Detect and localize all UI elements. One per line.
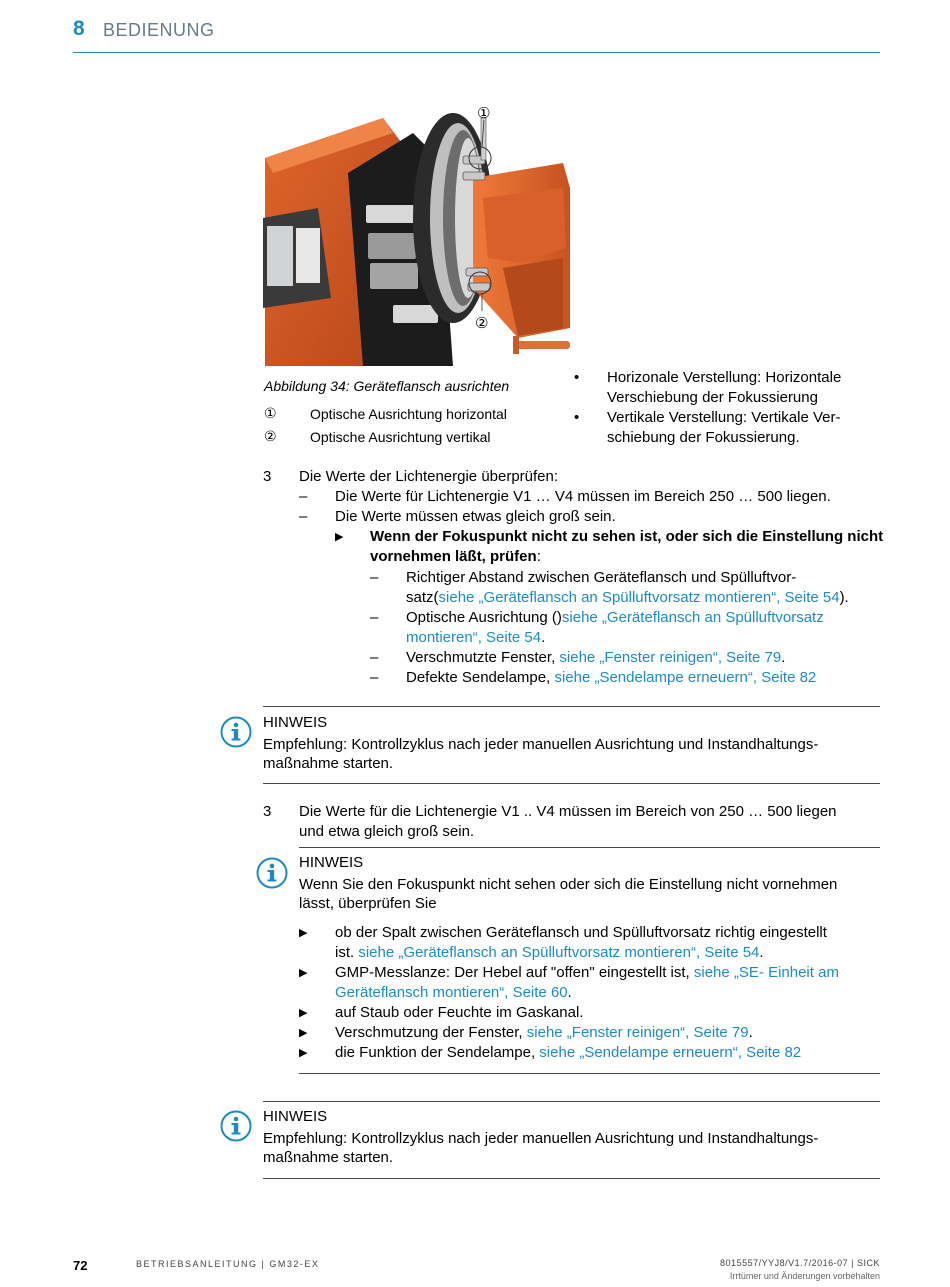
note2-b3: auf Staub oder Feuchte im Gaskanal. <box>335 1004 584 1021</box>
sub4-line <box>406 668 816 688</box>
note3-title: HINWEIS <box>263 1108 328 1125</box>
sub2-link-line1[interactable]: siehe „Geräteflansch an Spülluftvorsatz <box>561 609 824 626</box>
note2-b4-link[interactable]: siehe „Fenster reinigen“, Seite 79 <box>526 1024 749 1041</box>
doc-title: BETRIEBSANLEITUNG | GM32-EX <box>136 1259 320 1269</box>
side-bullet-text-2: Vertikale Verstellung: Vertikale Ver-schiebung der Fokussierung. <box>607 409 841 446</box>
note2-b2-suffix: . <box>567 984 572 1001</box>
chapter-title: BEDIENUNG <box>103 20 215 40</box>
note3-bottom-rule <box>263 1178 880 1179</box>
side-bullet-dot-2: • <box>574 409 580 426</box>
note2-triangle-4: ▶ <box>299 1026 308 1039</box>
sub3-prefix: Verschmutzte Fenster, <box>406 649 560 666</box>
sub3-line <box>406 648 785 668</box>
step1-dash-2: – <box>299 508 308 525</box>
legend-text-2: Optische Ausrichtung vertikal <box>310 429 491 445</box>
side-bullet-text-1: Horizonale Verstellung: Horizontale Verschiebung der Fokussierung <box>607 369 842 406</box>
sub1-line2 <box>406 588 849 608</box>
sub-dash-4: – <box>370 669 379 686</box>
legend-marker-1: ① <box>264 406 277 422</box>
sub-dash-3: – <box>370 649 379 666</box>
note2-b1-link[interactable]: siehe „Geräteflansch an Spülluftvorsatz montieren“, Seite 54 <box>358 944 760 961</box>
step1-intro: Die Werte der Lichtenergie überprüfen: <box>299 468 559 485</box>
note2-b2-link-line2[interactable]: Geräteflansch montieren“, Seite 60 <box>335 984 568 1001</box>
sub1-prefix: satz( <box>406 589 439 606</box>
note2-b4-suffix: . <box>748 1024 753 1041</box>
note2-triangle-3: ▶ <box>299 1006 308 1019</box>
note1-title: HINWEIS <box>263 714 328 731</box>
note1-bottom-rule <box>263 783 880 784</box>
note2-b1-prefix: ist. <box>335 944 359 961</box>
doc-id: 8015557/YYJ8/V1.7/2016-07 | SICK <box>720 1258 880 1268</box>
device-illustration <box>263 98 573 368</box>
figure-caption: Abbildung 34: Geräteflansch ausrichten <box>264 378 510 394</box>
legend-text-1: Optische Ausrichtung horizontal <box>310 406 507 422</box>
sub3-link[interactable]: siehe „Fenster reinigen“, Seite 79 <box>559 649 782 666</box>
step1-dash-text-2: Die Werte müssen etwas gleich groß sein. <box>335 508 616 525</box>
note1-line2: maßnahme starten. <box>263 755 394 772</box>
sub2-line1 <box>406 608 824 628</box>
step2-line1: Die Werte für die Lichtenergie V1 .. V4 müssen im Bereich von 250 … 500 liegen <box>299 803 837 820</box>
info-icon <box>256 857 288 889</box>
callout-2: ② <box>475 314 489 332</box>
note2-bottom-rule <box>299 1073 880 1074</box>
note2-b2-link-line1[interactable]: siehe „SE- Einheit am <box>693 964 839 981</box>
sub2-suffix: . <box>541 629 546 646</box>
info-icon <box>220 1110 252 1142</box>
sub3-suffix: . <box>781 649 786 666</box>
sub1-suffix: ). <box>839 589 849 606</box>
note2-b5-prefix: die Funktion der Sendelampe, <box>335 1044 540 1061</box>
note2-b5-link[interactable]: siehe „Sendelampe erneuern“, Seite 82 <box>539 1044 802 1061</box>
note2-title: HINWEIS <box>299 854 364 871</box>
note2-b2-line2 <box>335 983 572 1003</box>
step1-triangle: ▶ <box>335 530 344 543</box>
note2-b2-line1 <box>335 963 839 983</box>
step1-dash-1: – <box>299 488 308 505</box>
step1-bold-line1: Wenn der Fokuspunkt nicht zu sehen ist, oder sich die Einstellung nicht <box>370 528 884 545</box>
note2-b5 <box>335 1043 801 1063</box>
step2-number: 3 <box>263 803 272 820</box>
sub2-prefix: Optische Ausrichtung () <box>406 609 562 626</box>
note2-b4-prefix: Verschmutzung der Fenster, <box>335 1024 527 1041</box>
note1-top-rule <box>263 706 880 707</box>
note2-b1-suffix: . <box>759 944 764 961</box>
step1-bold-colon: : <box>536 548 541 565</box>
sub4-prefix: Defekte Sendelampe, <box>406 669 555 686</box>
note3-line2: maßnahme starten. <box>263 1149 394 1166</box>
sub-dash-2: – <box>370 609 379 626</box>
header-rule <box>73 52 880 53</box>
legend-marker-2: ② <box>264 429 277 445</box>
sub2-link-line2[interactable]: montieren“, Seite 54 <box>406 629 542 646</box>
callout-1: ① <box>477 104 491 122</box>
note2-triangle-5: ▶ <box>299 1046 308 1059</box>
note2-b1-line1: ob der Spalt zwischen Geräteflansch und Spülluftvorsatz richtig eingestellt <box>335 924 827 941</box>
step1-bold-line2: vornehmen läßt, prüfen <box>370 548 537 565</box>
note2-top-rule <box>299 847 880 848</box>
sub1-line1: Richtiger Abstand zwischen Geräteflansch und Spülluftvor- <box>406 569 797 586</box>
disclaimer: Irrtümer und Änderungen vorbehalten <box>729 1271 880 1281</box>
note2-b4 <box>335 1023 753 1043</box>
chapter-number: 8 <box>73 17 85 40</box>
note2-triangle-2: ▶ <box>299 966 308 979</box>
step1-dash-text-1: Die Werte für Lichtenergie V1 … V4 müssen im Bereich 250 … 500 liegen. <box>335 488 831 505</box>
note1-line1: Empfehlung: Kontrollzyklus nach jeder manuellen Ausrichtung und Instandhaltungs- <box>263 736 819 753</box>
note2-line1: Wenn Sie den Fokuspunkt nicht sehen oder sich die Einstellung nicht vornehmen <box>299 876 838 893</box>
note2-triangle-1: ▶ <box>299 926 308 939</box>
note3-line1: Empfehlung: Kontrollzyklus nach jeder manuellen Ausrichtung und Instandhaltungs- <box>263 1130 819 1147</box>
note3-top-rule <box>263 1101 880 1102</box>
sub1-link[interactable]: siehe „Geräteflansch an Spülluftvorsatz montieren“, Seite 54 <box>438 589 840 606</box>
page-number: 72 <box>73 1258 88 1273</box>
step1-bold-line2-wrap <box>370 547 541 567</box>
sub2-line2 <box>406 628 545 648</box>
sub4-link[interactable]: siehe „Sendelampe erneuern“, Seite 82 <box>554 669 817 686</box>
note2-b1-line2 <box>335 943 764 963</box>
side-bullet-dot-1: • <box>574 369 580 386</box>
note2-line2: lässt, überprüfen Sie <box>299 895 437 912</box>
step2-line2: und etwa gleich groß sein. <box>299 823 475 840</box>
sub-dash-1: – <box>370 569 379 586</box>
note2-b2-prefix: GMP-Messlanze: Der Hebel auf "offen" eingestellt ist, <box>335 964 694 981</box>
step1-number: 3 <box>263 468 272 485</box>
info-icon <box>220 716 252 748</box>
